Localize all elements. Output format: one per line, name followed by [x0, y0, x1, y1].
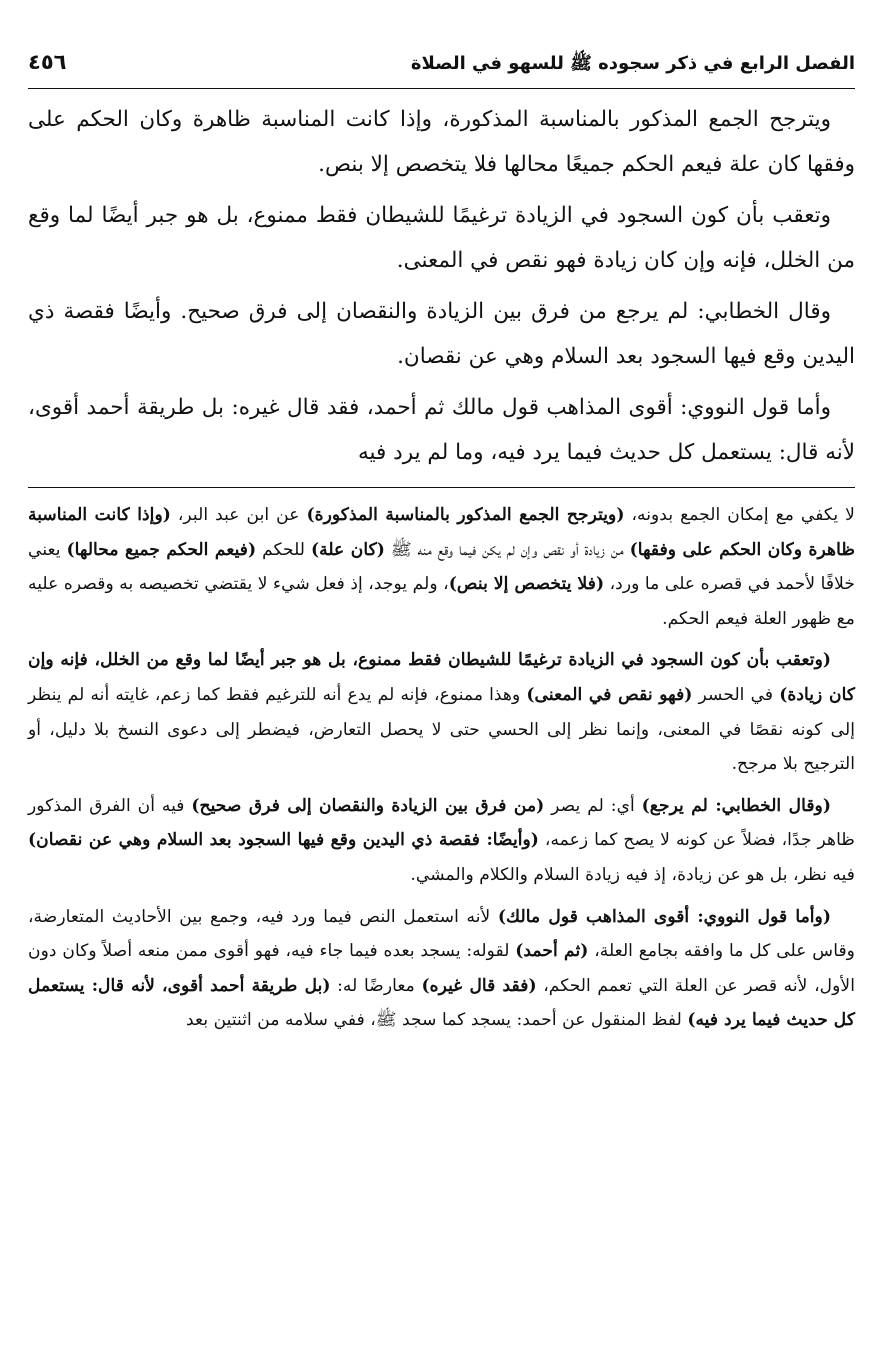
- commentary-text: فيه أن الفرق المذكور ظاهر جدًا، فضلاً عن كونه لا يصح كما زعمه،: [28, 795, 855, 851]
- commentary-text: أي: لم يصر: [544, 795, 642, 816]
- commentary-text: يعني خلافًا لأحمد في قصره على ما ورد،: [28, 539, 856, 595]
- chapter-title: الفصل الرابع في ذكر سجوده ﷺ للسهو في الصلاة: [410, 53, 855, 74]
- main-paragraph: وتعقب بأن كون السجود في الزيادة ترغيمًا للشيطان فقط ممنوع، بل هو جبر أيضًا لما وقع من الخلل، فإنه وإن كان زيادة فهو نقص في المعنى.: [28, 203, 855, 273]
- main-paragraph: وأما قول النووي: أقوى المذاهب قول مالك ثم أحمد، فقد قال غيره: بل طريقة أحمد أقوى، لأنه قال: يستعمل كل حديث فيما يرد فيه، وما لم يرد فيه: [28, 395, 855, 465]
- quoted-main-text: (فقد قال غيره): [421, 975, 537, 996]
- commentary-text: للحكم: [256, 539, 311, 560]
- commentary-paragraph: [28, 900, 855, 1038]
- commentary-text: وهذا ممنوع، فإنه لم يدع أنه للترغيم فقط كما زعم، غايته أنه لم ينظر إلى كونه نقصًا في المعنى، وإنما نظر إلى الحسي حتى لا يحصل التعارض، فيضطر إلى دعوى النسخ بلا دليل، أو الترجيح بلا مرجح.: [28, 684, 855, 775]
- commentary-paragraph: [28, 789, 855, 893]
- quoted-main-text: (بل طريقة أحمد أقوى، لأنه قال: يستعمل كل حديث فيما يرد فيه): [28, 975, 855, 1031]
- book-page: [28, 50, 855, 1340]
- commentary-text: معارضًا له:: [330, 975, 422, 996]
- quoted-main-text: (فلا يتخصص إلا بنص): [448, 574, 605, 595]
- quoted-main-text: (وقال الخطابي: لم يرجع): [641, 795, 831, 816]
- quoted-main-text: (كان علة): [310, 539, 385, 560]
- commentary-text: عن ابن عبد البر،: [170, 505, 307, 525]
- commentary-text: في الحسر: [692, 684, 780, 705]
- quoted-main-text: (وتعقب بأن كون السجود في الزيادة ترغيمًا للشيطان فقط ممنوع، بل هو جبر أيضًا لما وقع من الخلل، فإنه وإن كان زيادة): [28, 650, 856, 705]
- commentary-text: لا يكفي مع إمكان الجمع بدونه،: [624, 505, 855, 525]
- commentary-text: لفظ المنقول عن أحمد: يسجد كما سجد ﷺ، ففي سلامه من اثنتين بعد: [186, 1010, 688, 1031]
- commentary-paragraph: [28, 643, 855, 781]
- quoted-main-text: (ويترجح الجمع المذكور بالمناسبة المذكورة): [306, 505, 625, 525]
- quoted-main-text: (وأيضًا: فقصة ذي اليدين وقع فيها السجود بعد السلام وهي عن نقصان): [28, 830, 539, 851]
- commentary-text: لقوله: يسجد بعده فيما جاء فيه، فهو أقوى ممن منعه أصلاً وكان دون الأول، لأنه قصر عن العلة التي تعمم الحكم،: [28, 941, 855, 996]
- commentary-separator: [28, 487, 855, 488]
- running-header: [28, 50, 855, 88]
- main-paragraph: وقال الخطابي: لم يرجع من فرق بين الزيادة والنقصان إلى فرق صحيح. وأيضًا فقصة ذي اليدين وقع فيها السجود بعد السلام وهي عن نقصان.: [28, 299, 855, 369]
- quoted-main-text: (وإذا كانت المناسبة ظاهرة وكان الحكم على وفقها): [28, 505, 856, 560]
- commentary: [28, 498, 855, 1038]
- commentary-text: لأنه استعمل النص فيما ورد فيه، وجمع بين الأحاديث المتعارضة، وقاس على كل ما وافقه بجامع العلة،: [28, 906, 855, 962]
- quoted-main-text: (فيعم الحكم جميع محالها): [66, 539, 257, 560]
- quoted-main-text: (من فرق بين الزيادة والنقصان إلى فرق صحيح): [191, 795, 545, 816]
- quoted-main-text: (ثم أحمد): [515, 941, 589, 962]
- commentary-text: ، ولم يوجد، إذ فعل شيء لا يقتضي تخصيصه به وقصره عليه مع ظهور العلة فيعم الحكم.: [28, 574, 855, 629]
- page-number: ٤٥٦: [28, 50, 67, 74]
- quoted-main-text: (وأما قول النووي: أقوى المذاهب قول مالك): [497, 906, 831, 927]
- commentary-paragraph: [28, 498, 855, 636]
- commentary-text: من زيادة أو نقص وإن لم يكن فيما وقع منه ﷺ: [384, 539, 630, 560]
- commentary-text: فيه نظر، بل هو عن زيادة، إذ فيه زيادة السلام والكلام والمشي.: [410, 864, 855, 885]
- main-paragraph: ويترجح الجمع المذكور بالمناسبة المذكورة، وإذا كانت المناسبة ظاهرة وكان الحكم على وفقها كان علة فيعم الحكم جميعًا محالها فلا يتخصص إلا بنص.: [28, 107, 855, 177]
- quoted-main-text: (فهو نقص في المعنى): [526, 684, 693, 705]
- main-text: [28, 89, 855, 475]
